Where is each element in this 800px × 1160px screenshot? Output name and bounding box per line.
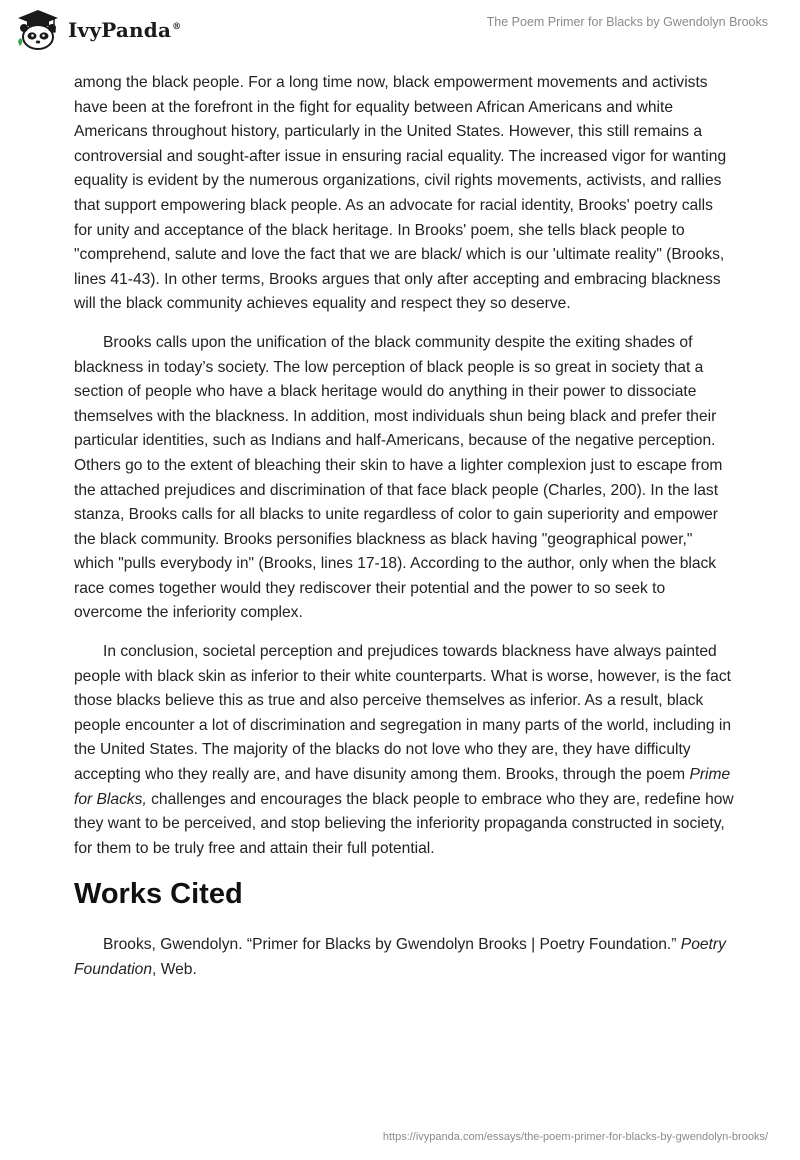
citation-text: Brooks, Gwendolyn. “Primer for Blacks by Gwendolyn Brooks | Poetry Foundation.” <box>103 936 681 954</box>
registered-mark: ® <box>172 22 182 33</box>
paragraph-continuation: among the black people. For a long time now, black empowerment movements and activists have been at the forefront in the fight for equality between African Americans and white Americans throughout history, particularly in the United States. However, this still remains a controversial and sought-after issue in ensuring racial equality. The increased vigor for wanting equality is evident by the numerous organizations, civil rights movements, activists, and rallies that support empowering black people. As an advocate for racial identity, Brooks' poetry calls for unity and acceptance of the black heritage. In Brooks' poem, she tells black people to "comprehend, salute and love the fact that we are black/ which is our 'ultimate reality" (Brooks, lines 41-43). In other terms, Brooks argues that only after accepting and embracing blackness will the black community achieves equality and respect they so deserve. <box>74 74 727 313</box>
essay-content <box>74 71 734 983</box>
citation-source-italic: Poetry Foundation <box>74 936 726 978</box>
ivypanda-logo[interactable] <box>14 8 181 52</box>
paragraph-conclusion <box>74 640 734 861</box>
works-cited-heading: Works Cited <box>74 878 243 911</box>
page-header <box>0 0 800 64</box>
conclusion-text-start: In conclusion, societal perception and prejudices towards blackness have always painted people with black skin as inferior to their white counterparts. What is worse, however, is the fact those blacks believe this as true and also perceive themselves as inferior. As a result, black people encounter a lot of discrimination and segregation in many parts of the world, including in the United States. The majority of the blacks do not love who they are, they have difficulty accepting who they really are, and have disunity among them. Brooks, through the poem <box>74 643 732 784</box>
poem-title-italic: Prime for Blacks, <box>74 766 731 808</box>
conclusion-text-end: challenges and encourages the black people to embrace who they are, redefine how they want to be perceived, and stop believing the inferiority propaganda constructed in society, for them to be truly free and attain their full potential. <box>74 790 734 857</box>
document-title: The Poem Primer for Blacks by Gwendolyn Brooks <box>486 15 768 29</box>
citation-entry <box>74 933 734 982</box>
paragraph-unification: Brooks calls upon the unification of the black community despite the exiting shades of blackness in today’s society. The low perception of black people is so great in society that a section of people who have a black heritage would do anything in their power to dissociate themselves with the blackness. In addition, most individuals shun being black and prefer their particular identities, such as Indians and half-Americans, because of the negative perception. Others go to the extent of bleaching their skin to have a lighter complexion just to escape from the attached prejudices and discrimination of that face black people (Charles, 200). In the last stanza, Brooks calls for all blacks to unite regardless of color to gain superiority and empower the black community. Brooks personifies blackness as black having "geographical power," which "pulls everybody in" (Brooks, lines 17-18). According to the author, only when the black race comes together would they rediscover their potential and the power to so seek to overcome the inferiority complex. <box>74 333 723 622</box>
logo-text: IvyPanda® <box>68 18 182 42</box>
panda-graduate-icon <box>14 8 62 52</box>
footer-url-link[interactable]: https://ivypanda.com/essays/the-poem-primer-for-blacks-by-gwendolyn-brooks/ <box>382 1131 768 1143</box>
citation-suffix: , Web. <box>152 961 197 978</box>
